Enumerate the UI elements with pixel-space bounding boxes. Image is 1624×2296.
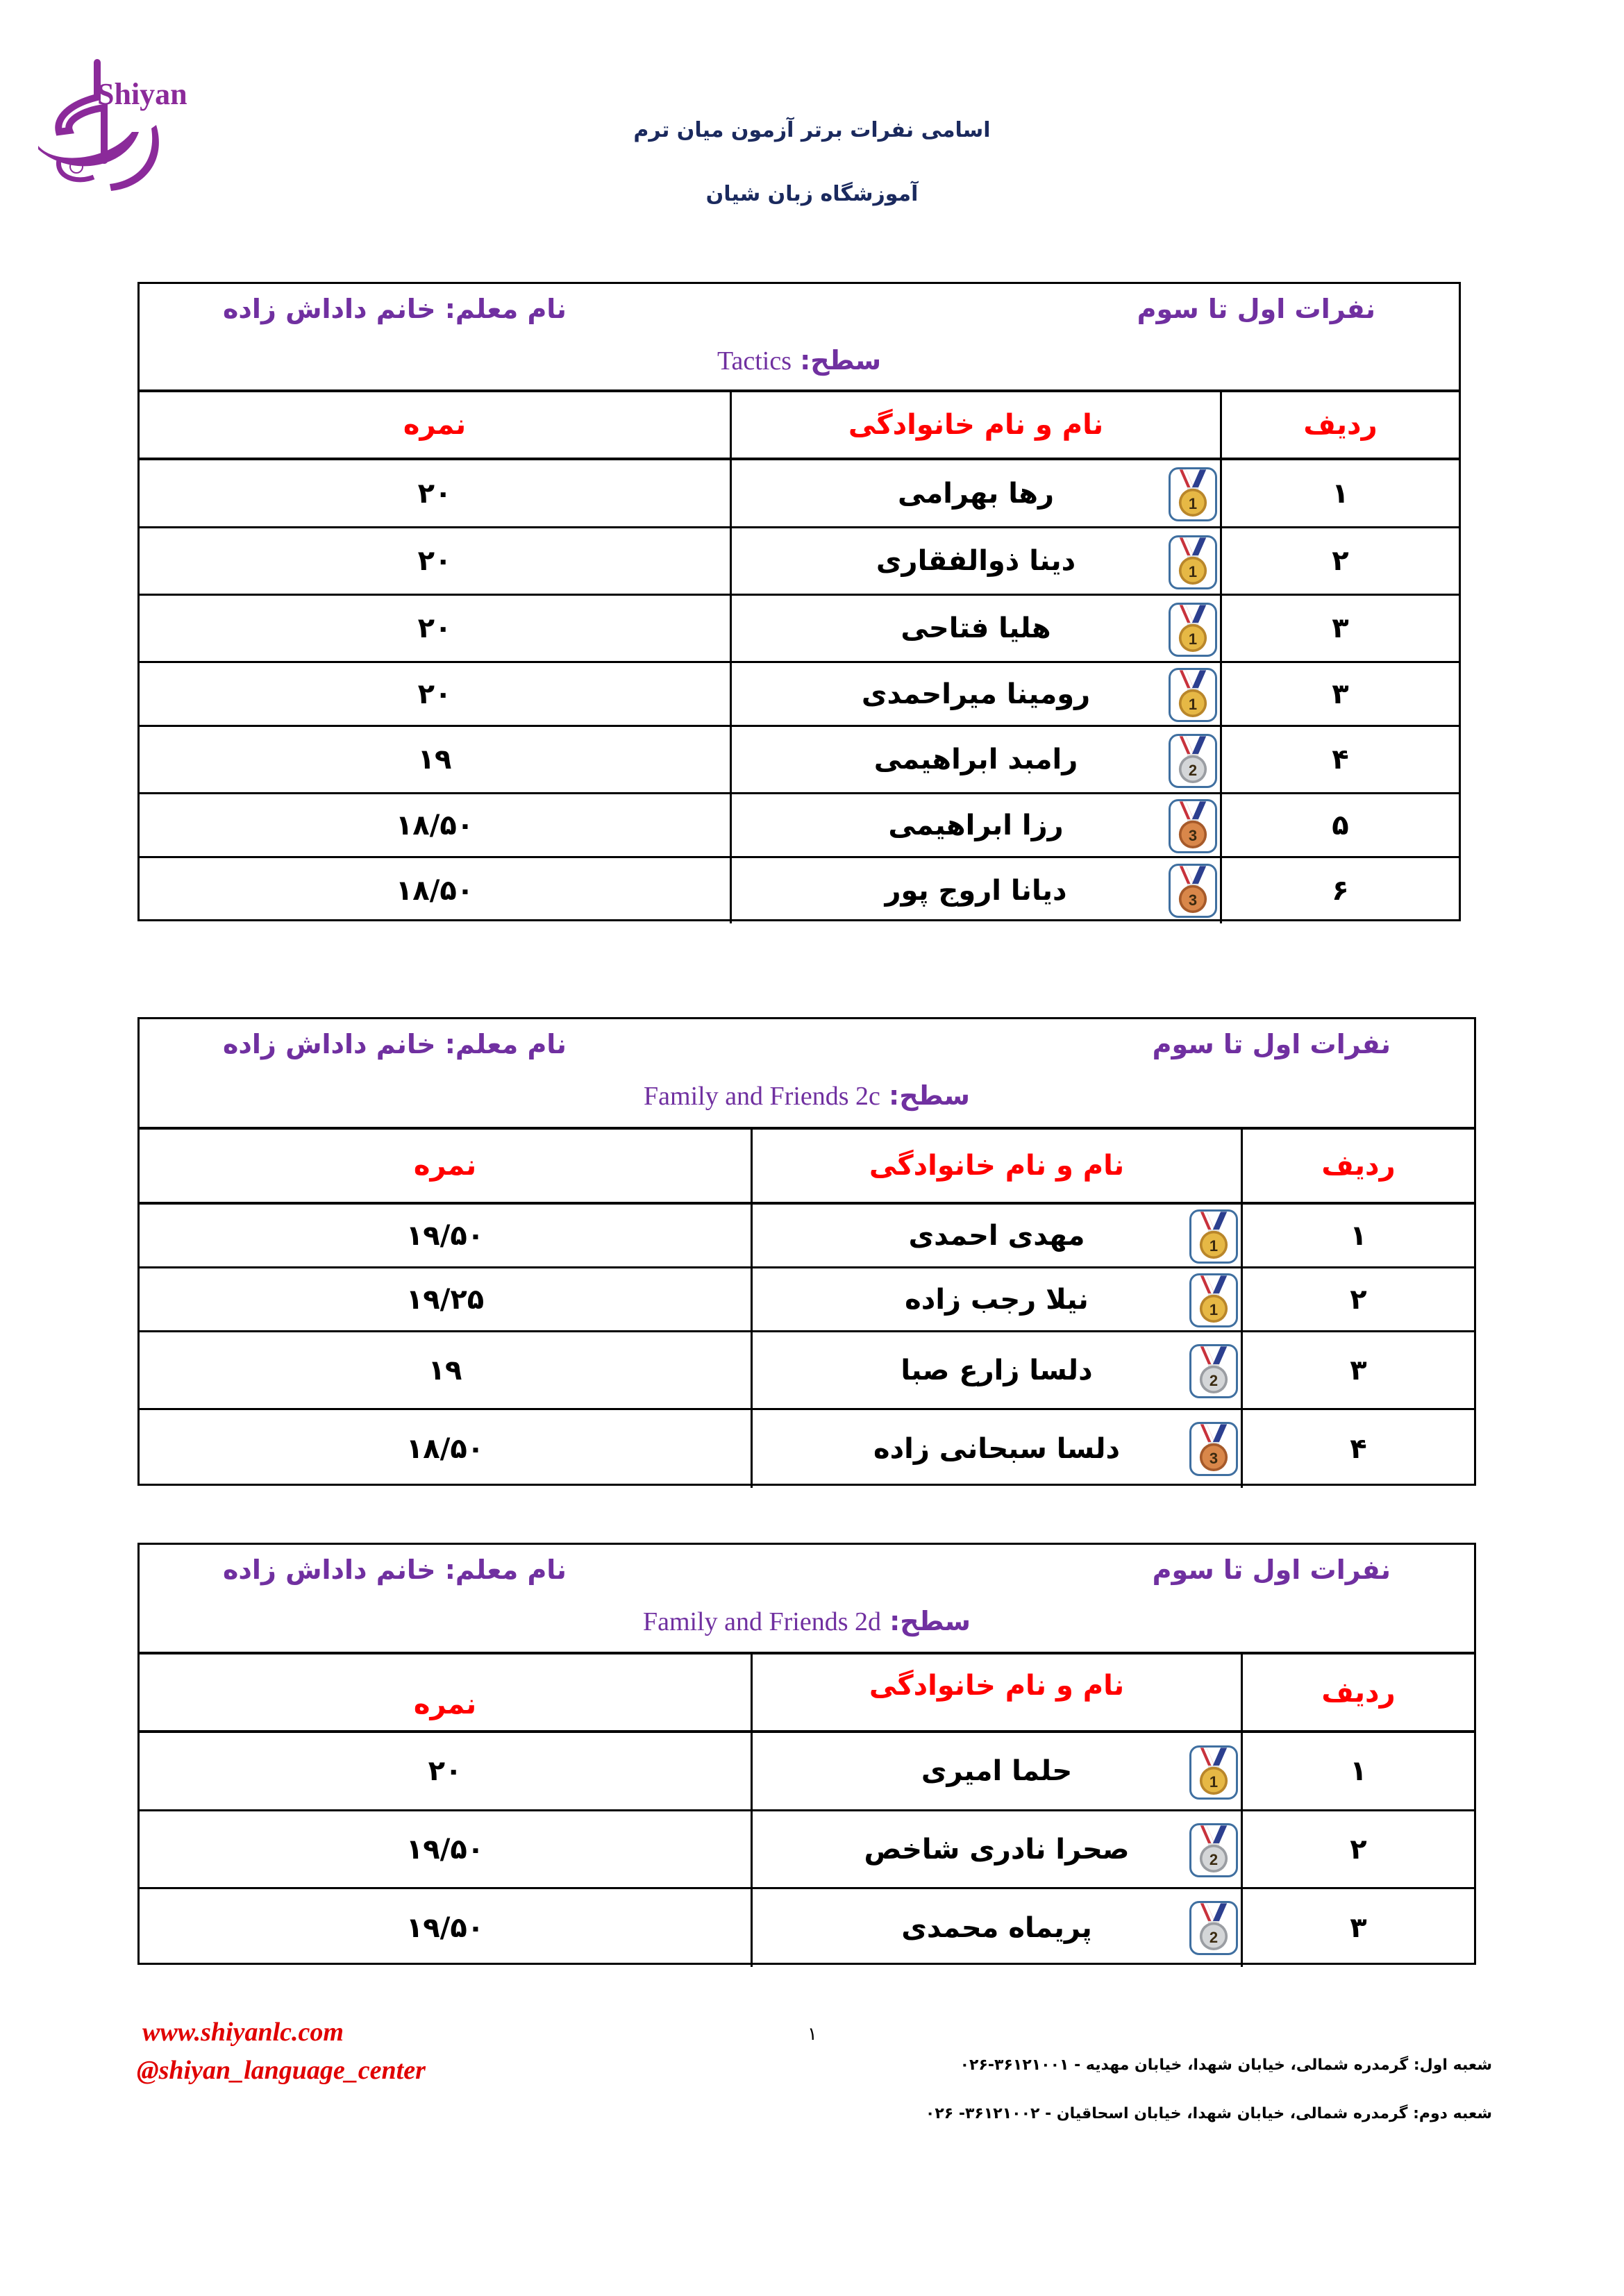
medal-silver-graphic [1191, 1346, 1236, 1396]
table-header-band [140, 284, 1459, 392]
table-row [140, 1205, 1474, 1268]
svg-text:1: 1 [1209, 1237, 1219, 1255]
medal-gold-graphic [1191, 1212, 1236, 1262]
medal-bronze-graphic [1191, 1424, 1236, 1474]
medal-bronze-icon [1189, 1422, 1238, 1476]
level-value: Family and Friends 2c [644, 1082, 880, 1111]
svg-text:2: 2 [1209, 1929, 1219, 1947]
rank-cell: ۱ [1241, 1733, 1474, 1809]
name-cell [751, 1268, 1241, 1330]
table-row [140, 1733, 1474, 1811]
website-link[interactable]: www.shiyanlc.com [142, 2018, 344, 2047]
teacher-name: نام معلم: خانم داداش زاده [223, 1555, 567, 1585]
column-header-rank: ردیف [1241, 1654, 1474, 1730]
medal-gold-icon [1169, 668, 1217, 722]
rank-cell: ۳ [1241, 1889, 1474, 1967]
student-name: دینا ذوالفقاری [876, 545, 1076, 577]
student-name: نیلا رجب زاده [905, 1283, 1089, 1316]
medal-gold-graphic [1171, 605, 1215, 655]
medal-bronze-graphic [1171, 866, 1215, 916]
student-name: حلما امیری [921, 1755, 1073, 1787]
student-name: پریماه محمدی [901, 1912, 1092, 1944]
svg-text:1: 1 [1209, 1773, 1219, 1791]
medal-gold-icon [1169, 603, 1217, 657]
medal-gold-graphic [1171, 469, 1215, 519]
level-line [140, 1080, 1474, 1112]
medal-silver-graphic [1191, 1903, 1236, 1953]
table-row [140, 794, 1459, 858]
score-cell: ۲۰ [417, 678, 452, 710]
rank-cell: ۱ [1220, 460, 1459, 526]
rank-cell: ۴ [1220, 727, 1459, 792]
medal-gold-icon [1169, 535, 1217, 589]
column-header-name: نام و نام خانوادگی [730, 392, 1220, 458]
rank-cell: ۳ [1220, 596, 1459, 661]
name-cell [730, 727, 1220, 792]
student-name: دلسا سبحانی زاده [873, 1433, 1120, 1465]
column-header-rank: ردیف [1241, 1130, 1474, 1202]
score-cell: ۱۹/۲۵ [405, 1283, 485, 1316]
medal-silver-icon [1169, 734, 1217, 788]
logo-text: Shiyan [97, 77, 187, 111]
svg-text:3: 3 [1188, 891, 1198, 910]
svg-text:2: 2 [1209, 1372, 1219, 1390]
ranking-table-family-friends-2c [137, 1017, 1476, 1486]
medal-gold-graphic [1171, 670, 1215, 720]
name-cell [730, 460, 1220, 526]
score-cell: ۱۹ [428, 1354, 462, 1386]
medal-silver-graphic [1171, 736, 1215, 786]
table-row [140, 596, 1459, 663]
score-cell: ۲۰ [417, 612, 452, 644]
section-label: نفرات اول تا سوم [1152, 1029, 1391, 1059]
level-label: سطح: [889, 1606, 971, 1636]
rank-cell: ۲ [1241, 1811, 1474, 1887]
svg-text:3: 3 [1209, 1450, 1219, 1468]
rank-cell: ۵ [1220, 794, 1459, 856]
level-value: Family and Friends 2d [642, 1607, 881, 1636]
name-cell [730, 794, 1220, 856]
medal-gold-icon [1189, 1209, 1238, 1264]
student-name: دلسا زارع صبا [901, 1354, 1093, 1386]
score-cell: ۱۹/۵۰ [405, 1833, 485, 1866]
name-cell [751, 1205, 1241, 1266]
instagram-handle[interactable]: @shiyan_language_center [137, 2056, 426, 2085]
name-cell [751, 1733, 1241, 1809]
medal-gold-graphic [1191, 1275, 1236, 1325]
student-name: رها بهرامی [898, 477, 1054, 510]
medal-silver-graphic [1191, 1825, 1236, 1875]
medal-gold-icon [1189, 1745, 1238, 1800]
column-header-score: نمره [403, 409, 467, 441]
score-cell: ۲۰ [417, 477, 452, 510]
teacher-name: نام معلم: خانم داداش زاده [223, 294, 567, 324]
name-cell [751, 1332, 1241, 1408]
score-cell: ۱۸/۵۰ [395, 875, 474, 907]
level-line [140, 1606, 1474, 1637]
ranking-table-tactics [137, 282, 1461, 921]
teacher-name: نام معلم: خانم داداش زاده [223, 1029, 567, 1059]
score-cell: ۱۸/۵۰ [405, 1433, 485, 1465]
table-row [140, 727, 1459, 794]
column-header-row [140, 392, 1459, 460]
column-header-name: نام و نام خانوادگی [751, 1130, 1241, 1202]
branch-1-address: شعبه اول: گرمدره شمالی، خیابان شهدا، خیابان مهدیه - ۳۶۱۲۱۰۰۱-۰۲۶ [960, 2056, 1492, 2074]
student-name: رومینا میراحمدی [861, 678, 1091, 710]
table-row [140, 663, 1459, 727]
table-header-band [140, 1019, 1474, 1130]
student-name: دیانا اروج پور [885, 875, 1067, 907]
column-header-row [140, 1654, 1474, 1733]
medal-bronze-icon [1169, 799, 1217, 853]
table-row [140, 1410, 1474, 1488]
column-header-rank: ردیف [1220, 392, 1459, 458]
rank-cell: ۲ [1220, 528, 1459, 594]
medal-bronze-icon [1169, 864, 1217, 918]
student-name: مهدی احمدی [908, 1219, 1085, 1252]
name-cell [751, 1889, 1241, 1967]
table-row [140, 1811, 1474, 1889]
section-label: نفرات اول تا سوم [1137, 294, 1375, 324]
table-row [140, 460, 1459, 528]
svg-text:1: 1 [1188, 495, 1198, 513]
medal-gold-icon [1189, 1273, 1238, 1327]
medal-silver-icon [1189, 1344, 1238, 1398]
svg-text:1: 1 [1188, 696, 1198, 714]
medal-silver-icon [1189, 1901, 1238, 1955]
svg-text:1: 1 [1209, 1301, 1219, 1319]
score-cell: ۲۰ [417, 545, 452, 577]
column-header-row [140, 1130, 1474, 1205]
score-cell: ۱۹ [417, 744, 452, 776]
score-cell: ۱۸/۵۰ [395, 809, 474, 841]
level-value: Tactics [717, 346, 792, 376]
name-cell [730, 663, 1220, 725]
medal-gold-graphic [1171, 537, 1215, 587]
svg-text:2: 2 [1188, 761, 1198, 779]
rank-cell: ۶ [1220, 858, 1459, 923]
table-row [140, 528, 1459, 596]
level-line [140, 345, 1459, 376]
rank-cell: ۴ [1241, 1410, 1474, 1488]
table-row [140, 1889, 1474, 1967]
section-label: نفرات اول تا سوم [1152, 1555, 1391, 1585]
svg-text:1: 1 [1188, 630, 1198, 648]
table-row [140, 1268, 1474, 1332]
rank-cell: ۱ [1241, 1205, 1474, 1266]
student-name: هلیا فتاحی [901, 612, 1051, 644]
column-header-score: نمره [413, 1150, 477, 1182]
rank-cell: ۳ [1220, 663, 1459, 725]
student-name: صحرا نادری شاخص [864, 1833, 1130, 1866]
medal-bronze-graphic [1171, 801, 1215, 851]
table-row [140, 1332, 1474, 1410]
column-header-score: نمره [413, 1689, 477, 1720]
ranking-table-family-friends-2d [137, 1543, 1476, 1965]
name-cell [751, 1410, 1241, 1488]
name-cell [730, 858, 1220, 923]
document-title: اسامی نفرات برتر آزمون میان ترم [633, 118, 991, 142]
table-header-band [140, 1545, 1474, 1654]
table-row [140, 858, 1459, 923]
school-name: آموزشگاه زبان شیان [705, 182, 919, 206]
column-header-name: نام و نام خانوادگی [751, 1654, 1241, 1730]
svg-text:2: 2 [1209, 1851, 1219, 1869]
medal-gold-icon [1169, 467, 1217, 521]
svg-text:1: 1 [1188, 562, 1198, 580]
level-label: سطح: [800, 345, 882, 376]
name-cell [751, 1811, 1241, 1887]
score-cell: ۱۹/۵۰ [405, 1912, 485, 1944]
student-name: رزا ابراهیمی [888, 809, 1064, 841]
name-cell [730, 596, 1220, 661]
medal-gold-graphic [1191, 1748, 1236, 1798]
rank-cell: ۲ [1241, 1268, 1474, 1330]
score-cell: ۲۰ [428, 1755, 462, 1787]
rank-cell: ۳ [1241, 1332, 1474, 1408]
branch-2-address: شعبه دوم: گرمدره شمالی، خیابان شهدا، خیابان اسحاقیان - ۳۶۱۲۱۰۰۲- ۰۲۶ [925, 2105, 1492, 2122]
name-cell [730, 528, 1220, 594]
student-name: رامبد ابراهیمی [873, 744, 1078, 776]
score-cell: ۱۹/۵۰ [405, 1219, 485, 1252]
medal-silver-icon [1189, 1823, 1238, 1877]
page-number: ۱ [807, 2024, 817, 2045]
svg-text:3: 3 [1188, 827, 1198, 845]
level-label: سطح: [889, 1080, 970, 1111]
